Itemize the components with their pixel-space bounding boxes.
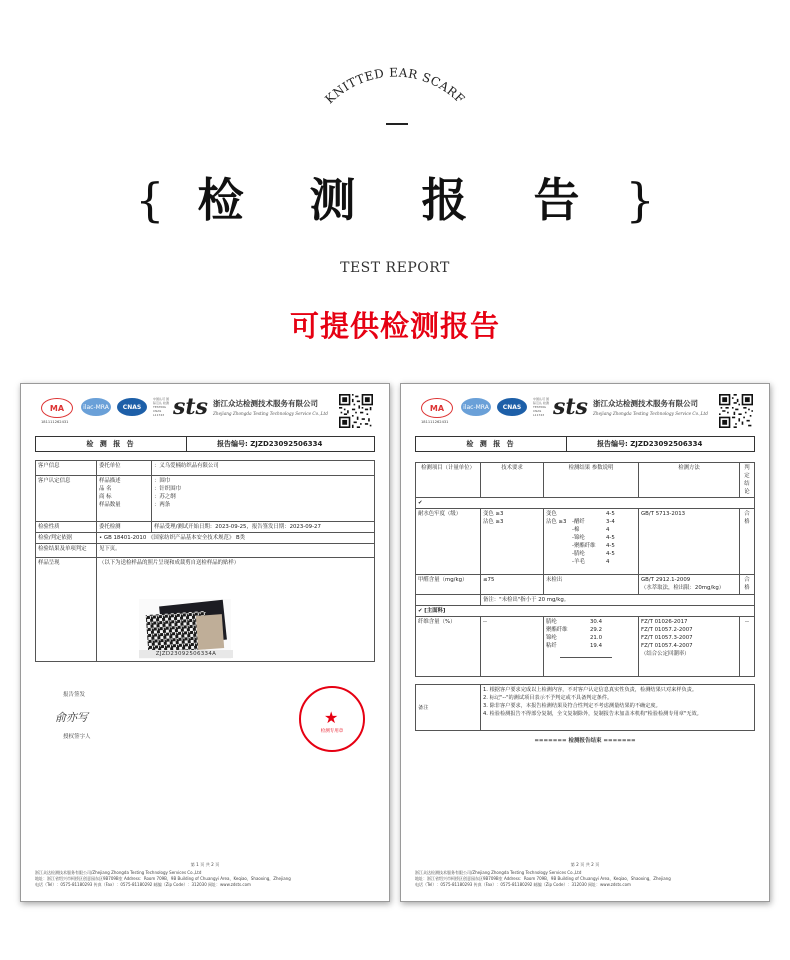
field-label: 样品描述: [99, 478, 121, 484]
test-method: GB/T 5713-2013: [639, 509, 740, 575]
qr-code-icon: [339, 394, 373, 428]
field-value: ：针织围巾: [154, 486, 181, 492]
field-value: ：苏之纲: [154, 494, 176, 500]
method-note: （结合公定回潮率）: [641, 651, 690, 657]
note-line: 3. 除非客户要求，本报告检测结果及符合性判定不考虑测量结果的不确定度。: [483, 703, 661, 709]
page-number: 第 1 页 共 2 页: [190, 862, 220, 867]
method-note: （水萃取法，检出限：20mg/kg）: [641, 585, 725, 591]
requirement: 沾色 ≥3: [483, 519, 504, 525]
footer-company: 浙江众达检测技术服务有限公司/Zhejiang Zhongda Testing Technology Services Co.,Ltd: [415, 870, 582, 875]
requirement: --: [481, 617, 544, 677]
report-page-2: [400, 383, 770, 902]
footer-company: 浙江众达检测技术服务有限公司/Zhejiang Zhongda Testing Technology Services Co.,Ltd: [35, 870, 202, 875]
col-header: 技术要求: [481, 463, 544, 498]
brand-arc: [0, 0, 790, 130]
client-name: ：义乌爱楠纺织品有限公司: [152, 461, 375, 476]
note-line: 2. 标记"--"的测试项目表示不予判定或不具备判定条件。: [483, 695, 613, 701]
colorfast-results: 变色 4-5 沾色 ≥3 -醋纤 3-4 -棉 4 -锦纶 4-5 -聚酯纤维 4-5 -腈纶 4-5 -羊毛 4: [544, 509, 639, 575]
section-row: [416, 606, 755, 617]
requirement: 变色 ≥3: [483, 511, 504, 517]
row-label: 客户信息: [36, 461, 97, 476]
formaldehyde-note: 备注："未检出"指小于 20 mg/kg。: [481, 595, 755, 606]
row-label: 客户认定信息: [36, 476, 97, 522]
checkmark-icon: ✔: [416, 498, 755, 509]
stamp-line: 检测专用章: [320, 729, 344, 734]
test-method: FZ/T 01057.4-2007: [641, 643, 693, 649]
test-method: GB/T 2912.1-2009: [641, 577, 691, 583]
sts-logo: sts: [553, 394, 588, 420]
title-char: 报: [421, 173, 468, 227]
field-label: 品 名: [99, 486, 112, 492]
note-line: 1. 根据客户要求完成以上检测内容，不对客户认定信息真实性负责，检测结果只对来样负责。: [483, 687, 698, 693]
row-sublabel: 委托检测: [97, 522, 152, 533]
report-title-bar: [415, 436, 755, 452]
notes-table: [415, 684, 755, 731]
test-item: 纤维含量（%）: [416, 617, 481, 677]
col-header: 检测结果 参数说明: [544, 463, 639, 498]
report-page-1: [20, 383, 390, 902]
title-char: 检: [197, 173, 244, 227]
test-standard: • GB 18401-2010 《国家纺织产品基本安全技术规范》 B类: [97, 533, 375, 544]
field-label: 商 标: [99, 494, 112, 500]
result-reference: 见下页。: [97, 544, 375, 558]
cert-number: 181111262431: [41, 420, 69, 424]
page-number: 第 2 页 共 2 页: [570, 862, 600, 867]
cert-number: 181111262431: [421, 420, 449, 424]
field-value: ：两条: [154, 502, 171, 508]
test-item: 耐水色牢度（级）: [416, 509, 481, 575]
test-item: 甲醛含量（mg/kg）: [416, 575, 481, 595]
footer-contact: 电话（Tel）：0575-81180293 传真（Fax）：0575-81180292 邮编（Zip Code）：312030 网址：www.zdsts.com: [415, 882, 631, 887]
sts-logo: sts: [173, 394, 208, 420]
verdict: --: [740, 617, 755, 677]
report-header: [417, 394, 753, 434]
cma-logo: MA: [41, 398, 73, 418]
test-method: FZ/T 01057.3-2007: [641, 635, 693, 641]
qr-code-icon: [719, 394, 753, 428]
page-footer: [415, 870, 755, 888]
brace-open: {: [135, 173, 165, 227]
title-char: 测: [309, 173, 356, 227]
svg-text:KNITTED EAR SCARF: [322, 65, 467, 106]
title-char: 告: [533, 173, 580, 227]
report-number: 报告编号: ZJZD23092506334: [217, 440, 323, 448]
ilac-logo: ilac-MRA: [81, 398, 111, 416]
report-title: 检 测 报 告: [416, 437, 567, 451]
row-label: 检验性质: [36, 522, 97, 533]
company-name-en: Zhejiang Zhongda Testing Technology Service Co.,Ltd: [213, 411, 328, 416]
official-stamp: [299, 686, 365, 752]
accreditation-text: 中国认可 国际互认 检测 TESTING CNAS L11743: [533, 397, 549, 417]
star-icon: ★: [324, 708, 339, 727]
footer-address: 地址：浙江省绍兴市柯桥区创意园东区9B709B室 Address：Room 709B，9B Building of Chuangyi Area，Keqiao，Shaoxing，Zhejiang: [415, 876, 671, 881]
result: 未检出: [544, 575, 639, 595]
footer-address: 地址：浙江省绍兴市柯桥区创意园东区9B709B室 Address：Room 709B，9B Building of Chuangyi Area，Keqiao，Shaoxing，Zhejiang: [35, 876, 291, 881]
section-label: [主面料]: [424, 608, 446, 614]
cnas-logo: CNAS: [497, 398, 527, 416]
footer-contact: 电话（Tel）：0575-81180293 传真（Fax）：0575-81180292 邮编（Zip Code）：312030 网址：www.zdsts.com: [35, 882, 251, 887]
report-title: 检 测 报 告: [36, 437, 187, 451]
results-table: [415, 462, 755, 677]
brand-underline: [386, 123, 408, 125]
field-label: 样品数量: [99, 502, 121, 508]
company-name: 浙江众达检测技术服务有限公司: [213, 399, 318, 408]
verdict: 合格: [740, 575, 755, 595]
col-header: 检测项目（计量单位）: [416, 463, 481, 498]
row-sublabel: 委托单位: [97, 461, 152, 476]
report-number: 报告编号: ZJZD23092506334: [597, 440, 703, 448]
col-header: 检测方法: [639, 463, 740, 498]
report-header: [37, 394, 373, 434]
row-label: 检验/判定依据: [36, 533, 97, 544]
note-line: 4. 检验检测报告不得部分复制，全文复制除外，复制报告未加盖本机构"检验检测专用章"无效。: [483, 711, 702, 717]
verdict: 合格: [740, 509, 755, 575]
company-name-en: Zhejiang Zhongda Testing Technology Service Co.,Ltd: [593, 411, 708, 416]
ilac-logo: ilac-MRA: [461, 398, 491, 416]
sample-caption: （以下为送检样品的照片呈现和成裁剪自送检样品的贴样）: [97, 558, 375, 662]
row-label: 样品呈现: [36, 558, 97, 662]
cnas-logo: CNAS: [117, 398, 147, 416]
accreditation-text: 中国认可 国际互认 检测 TESTING CNAS L11743: [153, 397, 169, 417]
col-header: 判定结论: [740, 463, 755, 498]
notes-label: 备注: [416, 685, 481, 731]
page-title: [0, 170, 790, 230]
approver-label: 授权签字人: [63, 734, 91, 740]
cma-logo: MA: [421, 398, 453, 418]
checkmark-icon: ✔: [418, 608, 423, 614]
brand-arc-text: KNITTED EAR SCARF: [322, 65, 468, 107]
report-title-bar: [35, 436, 375, 452]
page-footer: [35, 870, 375, 888]
test-method: FZ/T 01026-2017: [641, 619, 688, 625]
highlight-heading: 可提供检测报告: [289, 309, 500, 343]
signature: 俞亦写: [55, 711, 88, 724]
brace-close: }: [625, 173, 655, 227]
row-label: 检验结果及单项判定: [36, 544, 97, 558]
report-end-mark: ======= 检测报告结束 =======: [534, 738, 636, 744]
requirement: ≤75: [481, 575, 544, 595]
subtitle: TEST REPORT: [340, 260, 450, 276]
field-value: ：围巾: [154, 478, 171, 484]
sample-label: ZJZD23092506334A: [139, 650, 233, 658]
fiber-results: 腈纶 30.4 聚酯纤维 29.2 锦纶 21.0 粘纤 19.4: [544, 617, 639, 677]
test-dates: 样品受理/测试开始日期：2023-09-25，报告签发日期：2023-09-27: [152, 522, 375, 533]
company-name: 浙江众达检测技术服务有限公司: [593, 399, 698, 408]
sign-label: 报告签发: [63, 692, 86, 698]
test-method: FZ/T 01057.2-2007: [641, 627, 693, 633]
